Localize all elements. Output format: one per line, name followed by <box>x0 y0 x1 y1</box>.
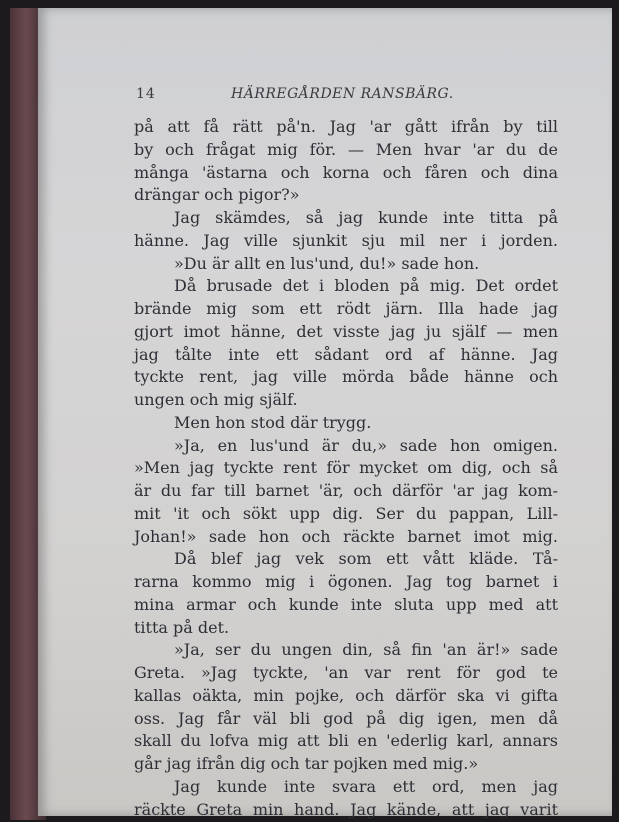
text-line: by och frågat mig för. — Men hvar 'ar du de <box>134 139 558 159</box>
text-line: »Ja, ser du ungen din, så fin 'an är!» sade <box>174 640 558 660</box>
text-line: Greta. »Jag tyckte, 'an var rent för god te <box>134 663 558 682</box>
text-line: Johan!» sade hon och räckte barnet imot mig. <box>134 526 558 546</box>
book-title: HÄRREGÅRDEN RANSBÄRG. <box>231 86 454 102</box>
text-line: oss. Jag får väl bli god på dig igen, men då <box>134 708 558 728</box>
page-body-text <box>134 116 558 821</box>
text-line: rarna kommo mig i ögonen. Jag tog barnet i <box>134 572 558 591</box>
text-line: på att få rätt på'n. Jag 'ar gått ifrån by till <box>134 117 558 136</box>
text-line: titta på det. <box>134 617 230 637</box>
text-line: hänne. Jag ville sjunkit sju mil ner i jorden. <box>134 230 558 250</box>
text-line: mit 'it och sökt upp dig. Ser du pappan, Lill- <box>134 503 558 523</box>
running-head <box>136 86 556 110</box>
page-number: 14 <box>136 86 156 102</box>
text-line: gjort imot hänne, det visste jag ju själf — men <box>134 321 558 341</box>
text-line: brände mig som ett rödt järn. Illa hade jag <box>134 299 558 318</box>
text-line: »Ja, en lus'und är du,» sade hon omigen. <box>174 435 558 455</box>
text-line: Då blef jag vek som ett vått kläde. Tå- <box>174 549 558 569</box>
text-line: räckte Greta min hand. Jag kände, att jag varit <box>134 799 558 819</box>
text-line: »Men jag tyckte rent för mycket om dig, och så <box>134 458 558 478</box>
text-line: Då brusade det i bloden på mig. Det ordet <box>174 276 558 296</box>
text-line: är du far till barnet 'är, och därför 'ar jag kom- <box>134 481 558 500</box>
text-line: Jag kunde inte svara ett ord, men jag <box>174 776 558 796</box>
text-line: går jag ifrån dig och tar pojken med mig.» <box>134 754 479 773</box>
text-line: många 'ästarna och korna och fåren och dina <box>134 162 558 182</box>
text-line: »Du är allt en lus'und, du!» sade hon. <box>174 253 480 273</box>
text-line: drängar och pigor?» <box>134 185 300 205</box>
text-line: skall du lofva mig att bli en 'ederlig karl, annars <box>134 731 558 751</box>
text-line: Jag skämdes, så jag kunde inte titta på <box>174 208 558 227</box>
text-line: Men hon stod där trygg. <box>174 412 372 432</box>
text-line: ungen och mig själf. <box>134 390 298 409</box>
text-line: jag tålte inte ett sådant ord af hänne. Jag <box>134 344 558 364</box>
text-line: mina armar och kunde inte sluta upp med att <box>134 594 558 614</box>
text-line: kallas oäkta, min pojke, och därför ska vi gifta <box>134 685 558 705</box>
text-line: tyckte rent, jag ville mörda både hänne och <box>134 367 558 387</box>
